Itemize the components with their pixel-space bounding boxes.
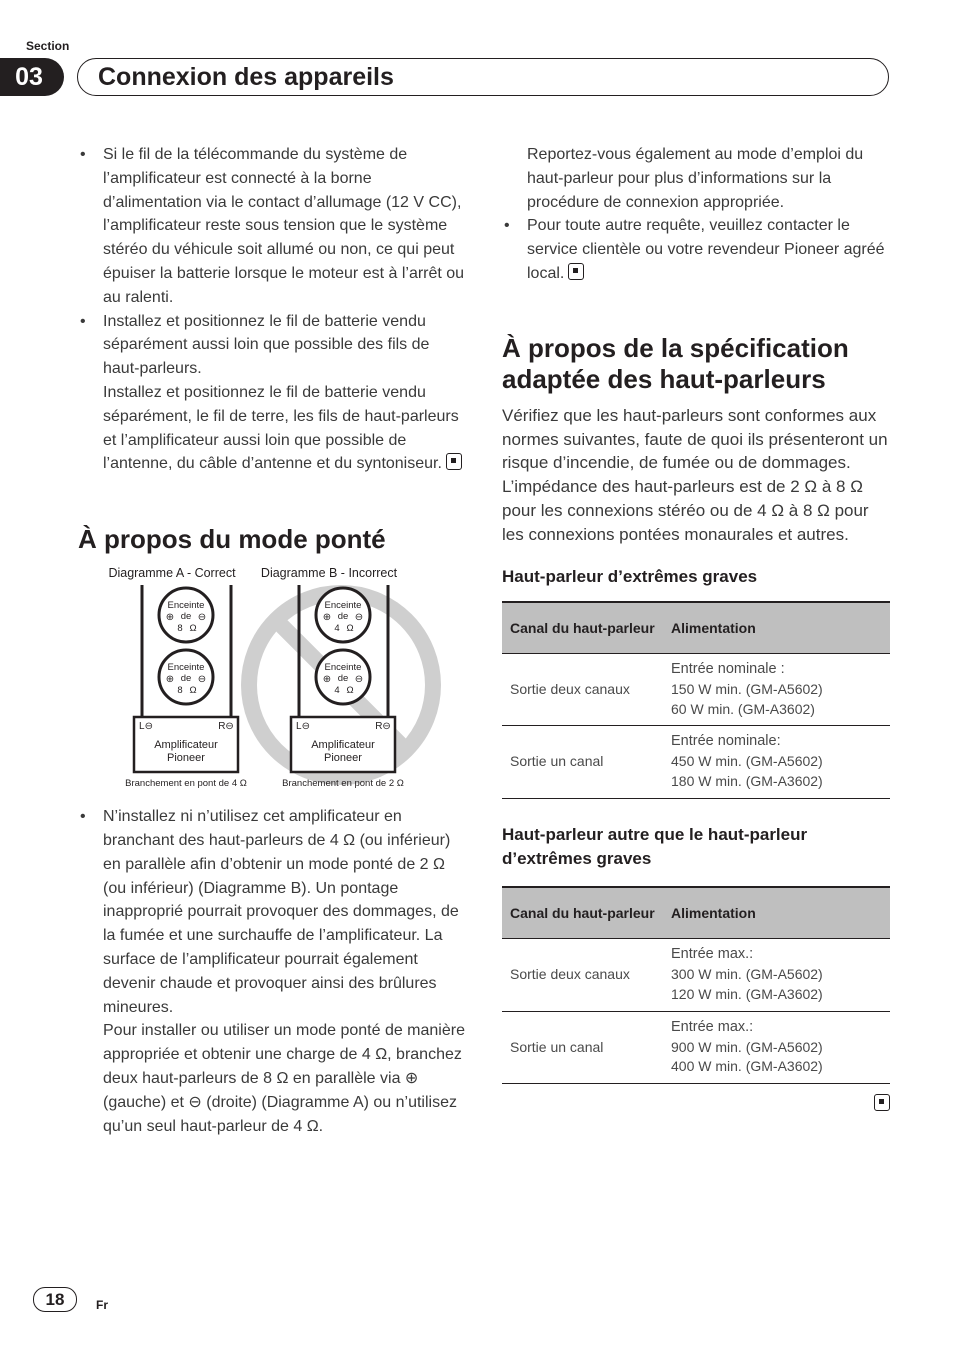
bridged-mode-heading: À propos du mode ponté [78, 524, 386, 555]
end-mark-icon [568, 263, 584, 280]
speaker-b1-label: Enceinte [324, 600, 362, 612]
bullet-text: • N’installez ni n’utilisez cet amplificateur en branchant des haut-parleurs de 4 Ω (ou inférieur) en parallèle afin d’obtenir un mode ponté de 2 Ω (ou inférieur) (Diagramme B). Un pontage inapproprié pourrait provoquer des dommages, de la fumée et une surchauffe de l’amplificateur. La surface de l’amplificateur pourrait également devenir chaude et provoquer ainsi des brûlures mineures. [103, 808, 459, 1016]
amp-b-term-r: R⊖ [375, 721, 391, 733]
amp-a-term-r: R⊖ [218, 721, 234, 733]
power-line: 120 W min. (GM-A3602) [671, 985, 823, 1002]
power-line: 150 W min. (GM-A5602) [671, 680, 823, 697]
cell-power [663, 939, 890, 1011]
table-row [502, 1011, 890, 1083]
end-mark-icon [874, 1094, 890, 1111]
col-power-header: Alimentation [663, 887, 890, 939]
cell-power [663, 726, 890, 798]
power-line: 180 W min. (GM-A3602) [671, 773, 823, 790]
power-line: 450 W min. (GM-A5602) [671, 753, 823, 770]
power-line: Entrée nominale : [671, 661, 785, 678]
speaker-a2-de: de [180, 673, 192, 685]
speaker-b2-label: Enceinte [324, 662, 362, 674]
speaker-b2-imp: 4 [334, 685, 340, 697]
cell-power [663, 654, 890, 726]
table-header-row [502, 887, 890, 939]
cell-channel: Sortie deux canaux [502, 654, 663, 726]
section-label: Section [26, 39, 70, 53]
spec-heading: À propos de la spécification adaptée des haut-parleurs [502, 332, 849, 394]
speaker-b2-unit: Ω [346, 685, 354, 697]
speaker-a2-unit: Ω [189, 685, 197, 697]
table-row [502, 939, 890, 1011]
section-title [77, 58, 889, 96]
plus-icon: ⊕ [322, 612, 332, 624]
power-line: Entrée max.: [671, 1018, 754, 1035]
diagram-b-label: Diagramme B - Incorrect [260, 566, 398, 581]
speaker-a2-imp: 8 [177, 685, 183, 697]
bullet-text-2: Pour installer ou utiliser un mode ponté de manière appropriée et obtenir une charge de 4 Ω, branchez deux haut-parleurs de 8 Ω en parallèle via ⊕ (gauche) et ⊖ (droite) (Diagramme A) ou n’utilisez qu’un seul haut-parleur de 4 Ω. [103, 1022, 465, 1135]
table2-heading: Haut-parleur autre que le haut-parleur d’extrêmes graves [502, 824, 808, 868]
end-mark-icon [446, 453, 462, 470]
cell-power [663, 1011, 890, 1083]
speaker-a1-label: Enceinte [167, 600, 205, 612]
speaker-b2-de: de [337, 673, 349, 685]
table-row [502, 726, 890, 798]
amp-a-term-l: L⊖ [139, 721, 153, 733]
left-column [78, 143, 468, 1138]
cell-channel: Sortie deux canaux [502, 939, 663, 1011]
minus-icon: ⊖ [197, 674, 207, 686]
amp-b-line2: Pioneer [324, 752, 362, 765]
bullet-list-top [78, 143, 468, 476]
speaker-a2-label: Enceinte [167, 662, 205, 674]
diagram-b-caption: Branchement en pont de 2 Ω [282, 778, 404, 790]
bullet-text-2: Installez et positionnez le fil de batterie vendu séparément, le fil de terre, les fils de haut-parleurs et l’amplificateur aussi loin que possible de l’antenne, du câble d’antenne et du syntoniseur. [103, 383, 459, 473]
bullet-list-right [502, 214, 890, 285]
amp-b-term-l: L⊖ [296, 721, 310, 733]
plus-icon: ⊕ [322, 674, 332, 686]
minus-icon: ⊖ [197, 612, 207, 624]
bullet-battery-wire [78, 310, 468, 477]
page-number: 18 [33, 1287, 77, 1312]
plus-icon: ⊕ [165, 674, 175, 686]
minus-icon: ⊖ [354, 674, 364, 686]
diagram-a-caption: Branchement en pont de 4 Ω [125, 778, 247, 790]
language-code: Fr [96, 1298, 108, 1312]
power-line: 300 W min. (GM-A5602) [671, 966, 823, 983]
diagram-a-label: Diagramme A - Correct [108, 566, 236, 581]
bullet-remote-wire [78, 143, 468, 310]
power-line: Entrée max.: [671, 946, 754, 963]
speaker-a1-imp: 8 [177, 623, 183, 635]
table-row [502, 654, 890, 726]
table-other-speakers [502, 886, 890, 1084]
spec-intro: Vérifiez que les haut-parleurs sont conformes aux normes suivantes, faute de quoi ils présenteront un risque d’incendie, de fumée ou de dommages. L’impédance des haut-parleurs est de 2 Ω à 8 Ω pour les connexions stéréo ou de 4 Ω à 8 Ω pour les connexions pontées monaurales et autres. [502, 405, 888, 544]
power-line: 900 W min. (GM-A5602) [671, 1038, 823, 1055]
minus-icon: ⊖ [354, 612, 364, 624]
cell-channel: Sortie un canal [502, 726, 663, 798]
plus-icon: ⊕ [165, 612, 175, 624]
bullet-text: Si le fil de la télécommande du système de l’amplificateur est connecté à la borne d’alimentation via le contact d’allumage (12 V CC), l’amplificateur reste sous tension que le système stéréo du véhicule soit allumé ou non, ce qui peut épuiser la batterie lorsque le moteur est à l’arrêt ou au ralenti. [103, 146, 465, 306]
bridge-diagram [108, 566, 424, 793]
continuation-text: Reportez-vous également au mode d’emploi du haut-parleur pour plus d’informations sur la procédure de connexion appropriée. [527, 146, 864, 211]
bullet-list-bridge [78, 805, 468, 1138]
cell-channel: Sortie un canal [502, 1011, 663, 1083]
bridge-diagram-svg [108, 566, 424, 793]
table-header-row [502, 602, 890, 654]
speaker-a1-unit: Ω [189, 623, 197, 635]
table-end [502, 1094, 890, 1114]
speaker-b1-unit: Ω [346, 623, 354, 635]
section-title-text: Connexion des appareils [98, 62, 394, 91]
speaker-b1-de: de [337, 611, 349, 623]
amp-b-line1: Amplificateur [311, 739, 375, 752]
bullet-text: • Installez et positionnez le fil de batterie vendu séparément aussi loin que possible des fils de haut-parleurs. [103, 312, 430, 378]
amp-a-line2: Pioneer [167, 752, 205, 765]
table-subwoofer [502, 601, 890, 799]
table1-heading: Haut-parleur d’extrêmes graves [502, 566, 758, 586]
amp-a-line1: Amplificateur [154, 739, 218, 752]
speaker-b1-imp: 4 [334, 623, 340, 635]
col-channel-header: Canal du haut-parleur [502, 887, 663, 939]
bullet-bridge-warning [78, 805, 468, 1138]
col-channel-header: Canal du haut-parleur [502, 602, 663, 654]
power-line: 60 W min. (GM-A3602) [671, 700, 815, 717]
right-column [502, 143, 890, 1114]
power-line: 400 W min. (GM-A3602) [671, 1058, 823, 1075]
bullet-contact [502, 214, 890, 285]
bullet-text: Pour toute autre requête, veuillez contacter le service clientèle ou votre revendeur Pioneer agréé local. [527, 217, 885, 282]
power-line: Entrée nominale: [671, 733, 781, 750]
section-number-badge: 03 [0, 58, 64, 96]
col-power-header: Alimentation [663, 602, 890, 654]
speaker-a1-de: de [180, 611, 192, 623]
